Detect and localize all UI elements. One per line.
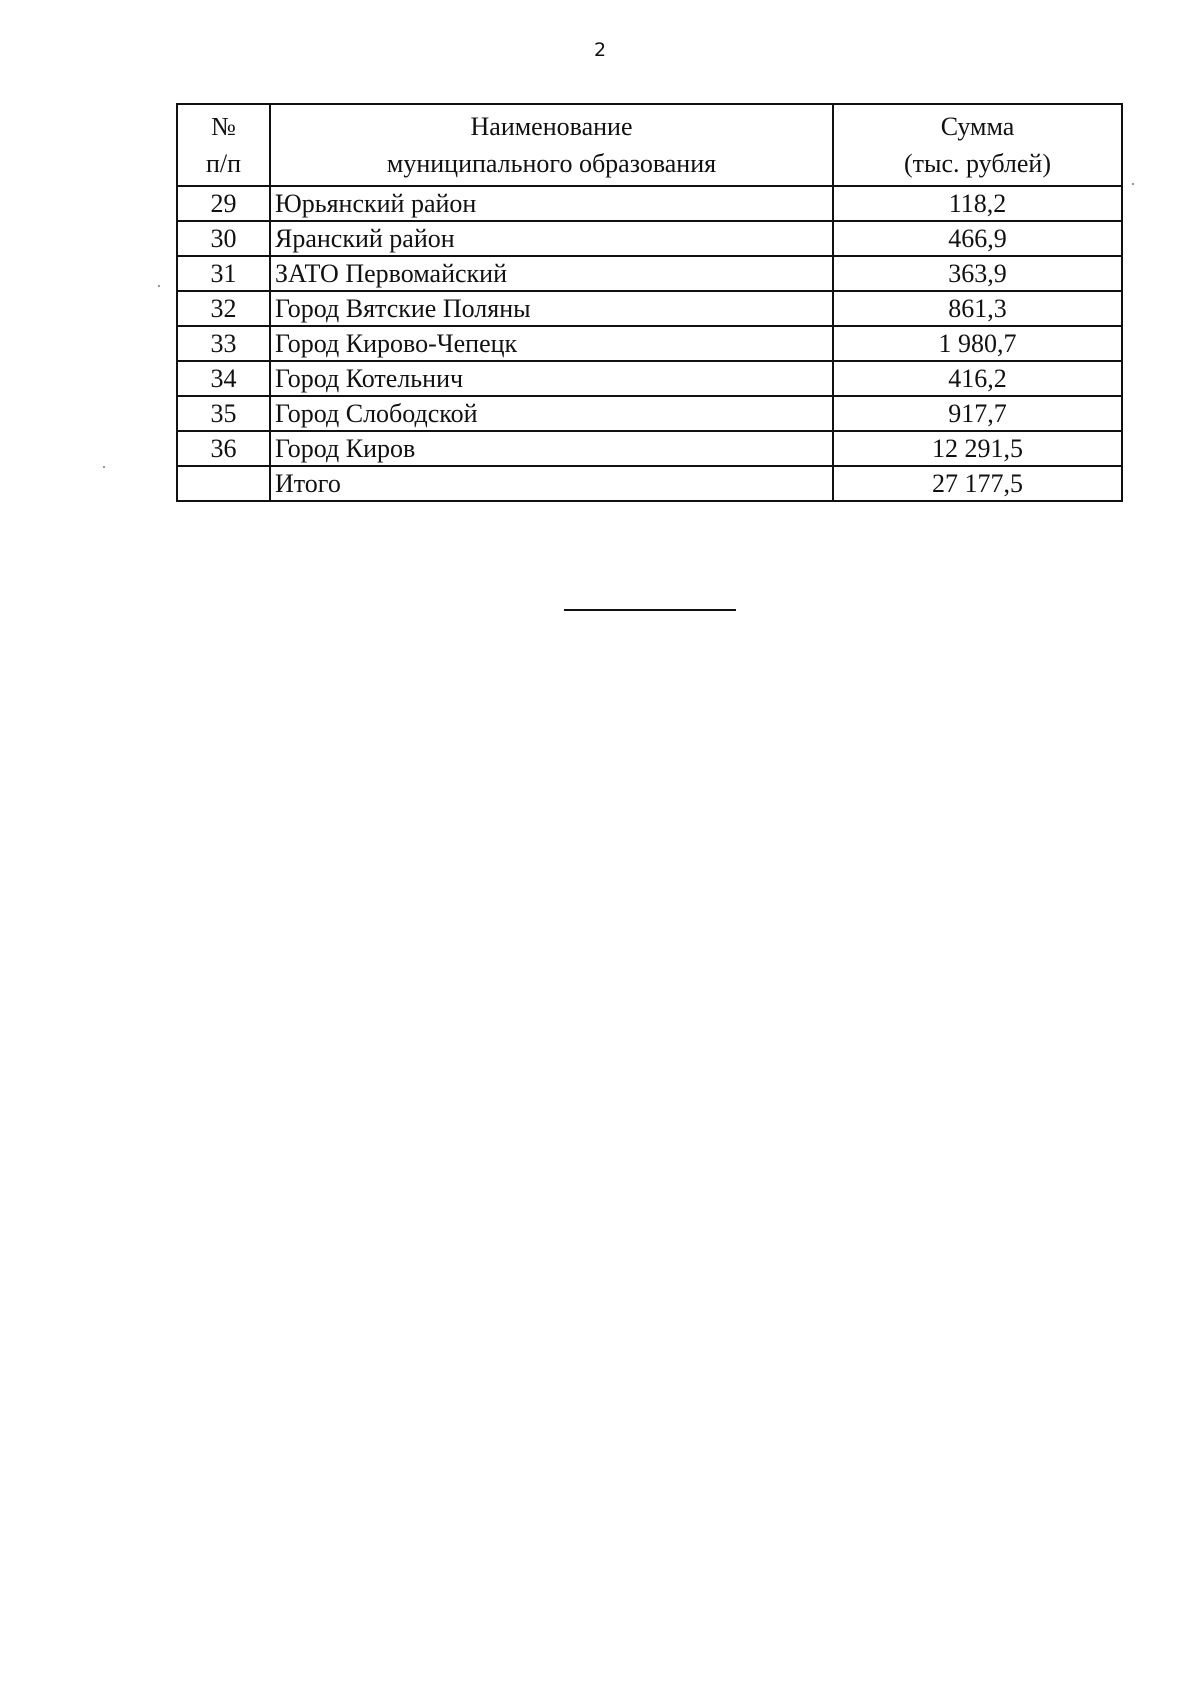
- table-header: [177, 104, 1122, 186]
- total-label: Итого: [270, 466, 833, 501]
- row-name: Яранский район: [270, 221, 833, 256]
- row-number: 36: [177, 431, 270, 466]
- header-name-line-2: муниципального образования: [386, 149, 717, 178]
- row-name: Город Котельнич: [270, 361, 833, 396]
- header-name-line-1: Наименование: [470, 112, 633, 141]
- row-sum: 118,2: [833, 186, 1122, 221]
- row-number: 31: [177, 256, 270, 291]
- header-sum: [833, 104, 1122, 186]
- total-row: [177, 466, 1122, 501]
- scan-speck: [103, 466, 105, 468]
- row-sum: 1 980,7: [833, 326, 1122, 361]
- row-name: Город Кирово-Чепецк: [270, 326, 833, 361]
- row-sum: 917,7: [833, 396, 1122, 431]
- row-number: 29: [177, 186, 270, 221]
- end-of-document-rule: [564, 609, 736, 611]
- row-sum: 861,3: [833, 291, 1122, 326]
- amounts-table: [176, 103, 1123, 502]
- header-sum-line-2: (тыс. рублей): [903, 149, 1051, 178]
- table-row: [177, 186, 1122, 221]
- row-number: 30: [177, 221, 270, 256]
- row-sum: 363,9: [833, 256, 1122, 291]
- row-number: 33: [177, 326, 270, 361]
- row-number: 32: [177, 291, 270, 326]
- total-number: [177, 466, 270, 501]
- table-row: [177, 326, 1122, 361]
- header-sum-line-1: Сумма: [940, 112, 1015, 141]
- header-name: [270, 104, 833, 186]
- header-number-line-1: №: [211, 112, 236, 141]
- row-name: ЗАТО Первомайский: [270, 256, 833, 291]
- row-name: Город Вятские Поляны: [270, 291, 833, 326]
- header-number: [177, 104, 270, 186]
- scan-speck: [158, 285, 160, 287]
- table-row: [177, 396, 1122, 431]
- row-number: 35: [177, 396, 270, 431]
- table-row: [177, 431, 1122, 466]
- row-sum: 466,9: [833, 221, 1122, 256]
- row-sum: 12 291,5: [833, 431, 1122, 466]
- row-name: Город Киров: [270, 431, 833, 466]
- row-number: 34: [177, 361, 270, 396]
- row-name: Юрьянский район: [270, 186, 833, 221]
- table-body: [177, 186, 1122, 501]
- row-sum: 416,2: [833, 361, 1122, 396]
- page-number: 2: [593, 39, 607, 61]
- table-row: [177, 361, 1122, 396]
- row-name: Город Слободской: [270, 396, 833, 431]
- total-sum: 27 177,5: [833, 466, 1122, 501]
- table-row: [177, 221, 1122, 256]
- table-header-row: [177, 104, 1122, 186]
- header-number-line-2: п/п: [205, 149, 242, 178]
- table-row: [177, 256, 1122, 291]
- table-row: [177, 291, 1122, 326]
- scan-speck: [1132, 183, 1134, 185]
